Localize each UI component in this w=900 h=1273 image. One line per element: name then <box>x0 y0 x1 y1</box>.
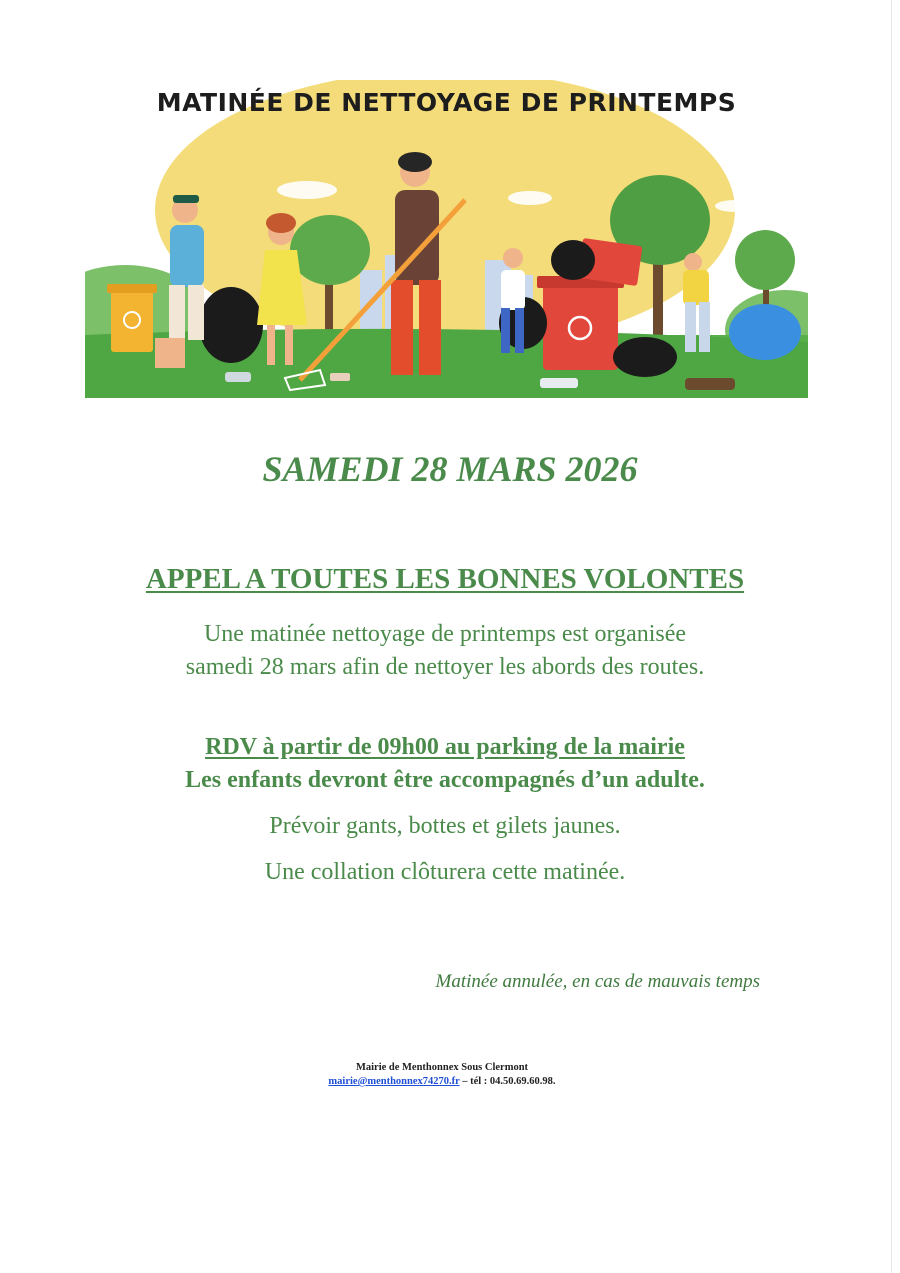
cancellation-note: Matinée annulée, en cas de mauvais temps <box>435 971 760 992</box>
intro-paragraph <box>0 618 890 684</box>
meeting-point: RDV à partir de 09h00 au parking de la mairie <box>205 734 685 760</box>
footer-email-link[interactable]: mairie@menthonnex74270.fr <box>328 1076 460 1087</box>
snack-note: Une collation clôturera cette matinée. <box>264 859 626 885</box>
cleanup-scene-image <box>85 80 808 398</box>
footer-contact <box>0 1061 884 1089</box>
intro-line-1: Une matinée nettoyage de printemps est organisée <box>203 621 687 647</box>
event-date: SAMEDI 28 MARS 2026 <box>262 449 638 489</box>
banner-title: MATINÉE DE NETTOYAGE DE PRINTEMPS <box>156 88 737 117</box>
appeal-heading: APPEL A TOUTES LES BONNES VOLONTES <box>145 563 745 595</box>
footer-organization: Mairie de Menthonnex Sous Clermont <box>355 1062 529 1073</box>
children-notice: Les enfants devront être accompagnés d’un adulte. <box>185 767 705 793</box>
footer-phone: – tél : 04.50.69.60.98. <box>459 1076 556 1087</box>
intro-line-2: samedi 28 mars afin de nettoyer les abords des routes. <box>185 654 705 680</box>
footer-contact-line <box>0 1075 884 1089</box>
meeting-info <box>0 731 890 797</box>
scan-edge-line <box>891 0 892 1273</box>
cleanup-illustration <box>85 80 808 398</box>
equipment-note: Prévoir gants, bottes et gilets jaunes. <box>269 813 621 839</box>
